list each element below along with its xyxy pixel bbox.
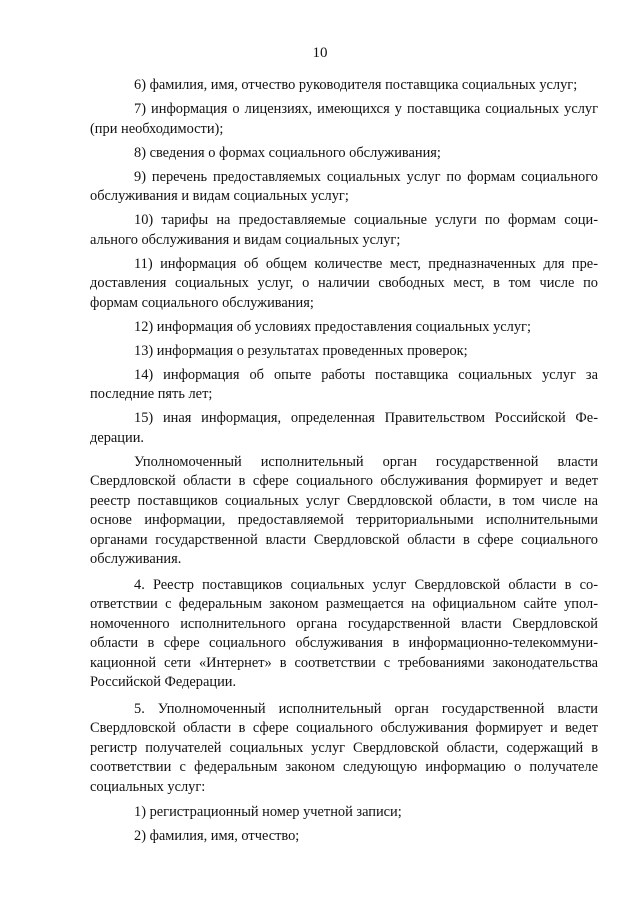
list-item-14: 14) информация об опыте работы поставщика социальных услуг за последние пять лет; — [90, 366, 598, 402]
list-item-10: 10) тарифы на предоставляемые социальные услуги по формам социального обслуживания и видам социальных услуг; — [90, 212, 598, 248]
list-item-11: 11) информация об общем количестве мест, предназначенных для предоставления социальных услуг, о наличии свободных мест, в том числе по формам социального обслуживания; — [90, 255, 598, 311]
page-number: 10 — [312, 45, 328, 61]
registry-paragraph: Уполномоченный исполнительный орган государственной власти Свердловской области в сфере социального обслуживания формирует и ведет реестр поставщиков социальных услуг Свердловской области, в том числе на основе информации, предоставляемой территориальными исполнительными органами государственной власти Свердловской области в сфере социального обслуживания. — [90, 453, 598, 567]
list-item-7: 7) информация о лицензиях, имеющихся у поставщика социальных услуг (при необходимости); — [90, 101, 598, 137]
section-5-paragraph: 5. Уполномоченный исполнительный орган государственной власти Свердловской области в сфере социального обслуживания формирует и ведет регистр получателей социальных услуг Свердловской области, содержащий в соответствии с федеральным законом следующую информацию о получателе социальных услуг: — [90, 700, 598, 795]
list-item-9: 9) перечень предоставляемых социальных услуг по формам социального обслуживания и видам социальных услуг; — [90, 168, 598, 204]
list-item-13: 13) информация о результатах проведенных проверок; — [134, 342, 468, 359]
recipient-item-1: 1) регистрационный номер учетной записи; — [134, 804, 402, 820]
list-item-6: 6) фамилия, имя, отчество руководителя поставщика социальных услуг; — [134, 77, 578, 93]
list-item-15: 15) иная информация, определенная Правительством Российской Федерации. — [90, 410, 598, 446]
list-item-12: 12) информация об условиях предоставления социальных услуг; — [134, 318, 531, 335]
recipient-item-2: 2) фамилия, имя, отчество; — [134, 828, 300, 844]
document-body — [90, 76, 598, 851]
section-4-paragraph: 4. Реестр поставщиков социальных услуг Свердловской области в соответствии с федеральным законом размещается на официальном сайте уполномоченного исполнительного органа государственной власти Свердловской области в сфере социального обслуживания в информационно-телекоммуникационной сети «Интернет» в соответствии с требованиями законодательства Российской Федерации. — [90, 576, 598, 690]
list-item-8: 8) сведения о формах социального обслуживания; — [134, 144, 441, 161]
